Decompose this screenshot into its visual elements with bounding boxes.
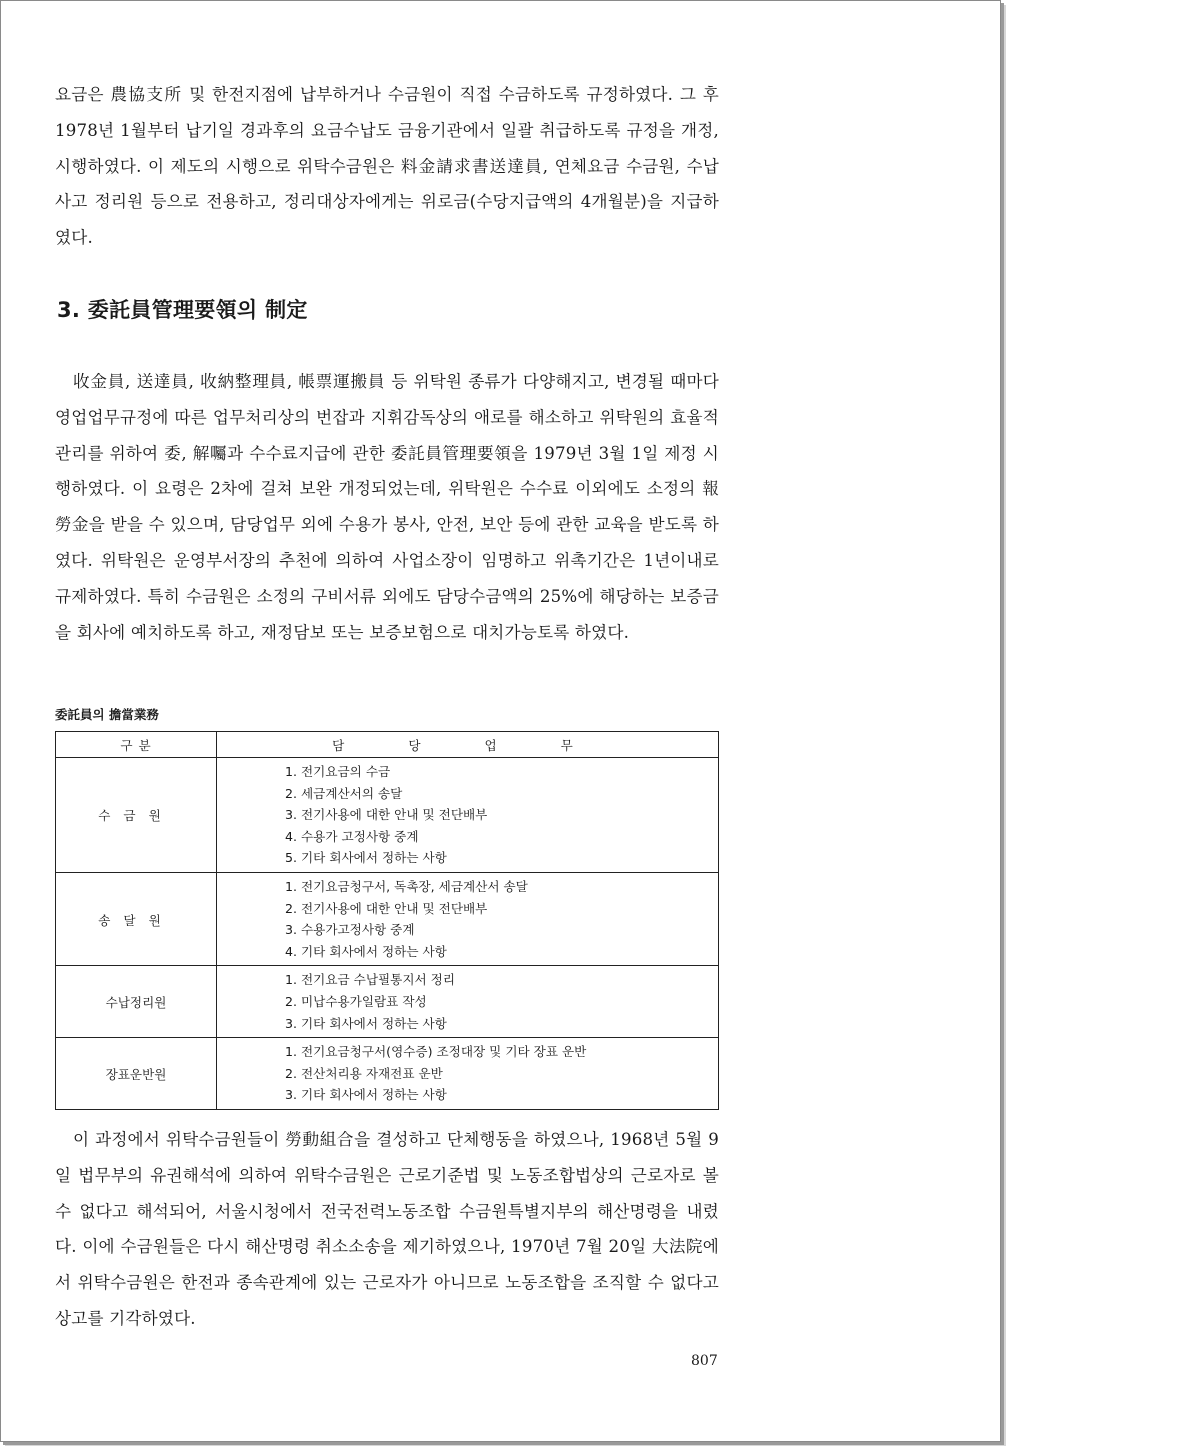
header-duty: 담 당 업 무 xyxy=(217,732,719,758)
section-title: 3. 委託員管理要領의 制定 xyxy=(57,298,308,322)
duty-item: 4. 수용가 고정사항 중계 xyxy=(285,828,419,844)
duty-cell xyxy=(217,758,719,873)
duty-item: 3. 수용가고정사항 중계 xyxy=(285,922,415,938)
role-cell: 장표운반원 xyxy=(56,1038,217,1110)
table-row xyxy=(56,872,719,965)
duty-cell xyxy=(217,872,719,965)
duty-item: 1. 전기요금청구서(영수증) 조정대장 및 기타 장표 운반 xyxy=(285,1044,587,1060)
duties-table xyxy=(55,731,719,1110)
duty-item: 5. 기타 회사에서 정하는 사항 xyxy=(285,850,447,866)
duty-item: 2. 전산처리용 자재전표 운반 xyxy=(285,1065,443,1081)
duty-item: 3. 기타 회사에서 정하는 사항 xyxy=(285,1087,447,1103)
table-row xyxy=(56,758,719,873)
page-number: 807 xyxy=(691,1353,718,1369)
table-header-row xyxy=(56,732,719,758)
duty-item: 1. 전기요금의 수금 xyxy=(285,764,391,779)
duty-item: 1. 전기요금청구서, 독촉장, 세금계산서 송달 xyxy=(285,878,528,894)
role-cell: 수납정리원 xyxy=(56,966,217,1038)
duty-cell xyxy=(217,1038,719,1110)
table-row xyxy=(56,1038,719,1110)
paragraph-collection-rules: 요금은 農協支所 및 한전지점에 납부하거나 수금원이 직접 수금하도록 규정하였다. 그 후 1978년 1월부터 납기일 경과후의 요금수납도 금융기관에서 일괄 취급하도록 규정을 개정, 시행하였다. 이 제도의 시행으로 위탁수금원은 料金請求書送達員, 연체요금 수금원, 수납사고 정리원 등으로 전용하고, 정리대상자에게는 위로금(수당지급액의 4개월분)을 지급하였다. xyxy=(55,85,719,248)
duty-item: 4. 기타 회사에서 정하는 사항 xyxy=(285,943,447,959)
duty-item: 1. 전기요금 수납필통지서 정리 xyxy=(285,972,456,988)
duty-cell xyxy=(217,966,719,1038)
role-cell: 송달원 xyxy=(56,872,217,965)
header-role: 구 분 xyxy=(56,732,217,758)
duty-item: 3. 전기사용에 대한 안내 및 전단배부 xyxy=(285,807,488,823)
paragraph-management-rules: 收金員, 送達員, 收納整理員, 帳票運搬員 등 위탁원 종류가 다양해지고, 변경될 때마다 영업업무규정에 따른 업무처리상의 번잡과 지휘감독상의 애로를 해소하고 위탁원의 효율적 관리를 위하여 委, 解囑과 수수료지급에 관한 委託員管理要領을 1979년 3월 1일 제정 시행하였다. 이 요령은 2차에 걸쳐 보완 개정되었는데, 위탁원은 수수료 이외에도 소정의 報勞金을 받을 수 있으며, 담당업무 외에 수용가 봉사, 안전, 보안 등에 관한 교육을 받도록 하였다. 위탁원은 운영부서장의 추천에 의하여 사업소장이 임명하고 위촉기간은 1년이내로 규제하였다. 특히 수금원은 소정의 구비서류 외에도 담당수금액의 25%에 해당하는 보증금을 회사에 예치하도록 하고, 재정담보 또는 보증보험으로 대치가능토록 하였다. xyxy=(55,372,719,642)
table-caption: 委託員의 擔當業務 xyxy=(55,707,159,722)
role-cell: 수금원 xyxy=(56,758,217,873)
duty-item: 3. 기타 회사에서 정하는 사항 xyxy=(285,1015,447,1031)
paragraph-labor-union: 이 과정에서 위탁수금원들이 勞動組合을 결성하고 단체행동을 하였으나, 1968년 5월 9일 법무부의 유권해석에 의하여 위탁수금원은 근로기준법 및 노동조합법상의 근로자로 볼 수 없다고 해석되어, 서울시청에서 전국전력노동조합 수금원특별지부의 해산명령을 내렸다. 이에 수금원들은 다시 해산명령 취소소송을 제기하였으나, 1970년 7월 20일 大法院에서 위탁수금원은 한전과 종속관계에 있는 근로자가 아니므로 노동조합을 조직할 수 없다고 상고를 기각하였다. xyxy=(55,1130,719,1328)
duty-item: 2. 전기사용에 대한 안내 및 전단배부 xyxy=(285,900,488,916)
duty-item: 2. 세금계산서의 송달 xyxy=(285,785,403,801)
duty-item: 2. 미납수용가일람표 작성 xyxy=(285,993,427,1009)
table-row xyxy=(56,966,719,1038)
